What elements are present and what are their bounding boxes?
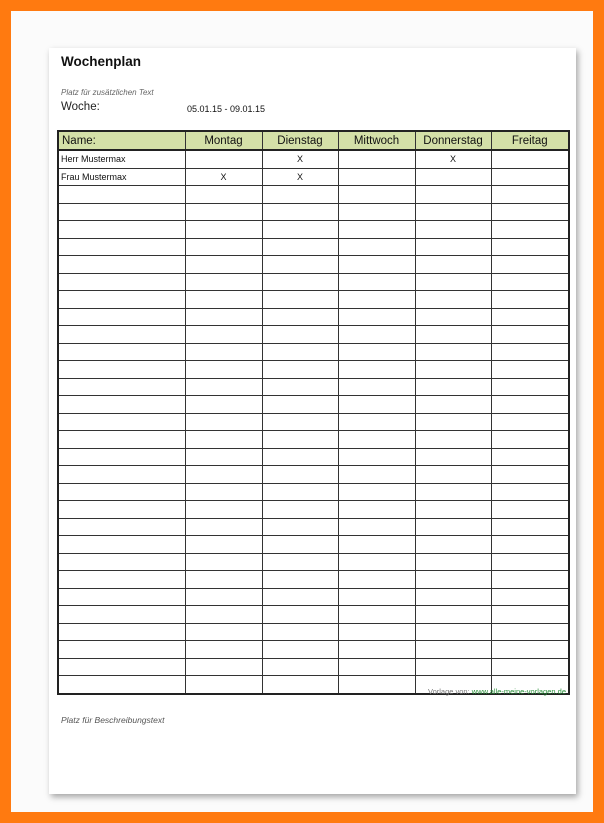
day-cell[interactable] [415,326,491,344]
day-cell[interactable] [185,431,262,449]
day-cell[interactable] [262,256,338,274]
table-row-empty [58,641,569,659]
day-cell[interactable] [491,343,569,361]
header-name: Name: [58,131,185,150]
day-cell[interactable] [491,623,569,641]
day-cell[interactable] [491,326,569,344]
day-cell[interactable] [185,221,262,239]
day-cell[interactable] [415,641,491,659]
table-row-empty [58,501,569,519]
day-cell[interactable] [491,361,569,379]
day-cell[interactable] [185,396,262,414]
day-cell[interactable] [491,658,569,676]
day-cell[interactable] [415,238,491,256]
table-row-empty [58,361,569,379]
day-cell[interactable] [491,518,569,536]
day-cell[interactable] [415,291,491,309]
day-cell[interactable] [338,676,415,694]
day-cell[interactable] [338,150,415,168]
day-cell[interactable] [415,203,491,221]
day-cell[interactable] [262,588,338,606]
row-name-cell[interactable] [58,238,185,256]
day-cell[interactable] [415,378,491,396]
day-cell[interactable] [185,343,262,361]
row-name-cell[interactable] [58,431,185,449]
header-montag: Montag [185,131,262,150]
day-cell[interactable] [338,326,415,344]
header-freitag: Freitag [491,131,569,150]
row-name-cell[interactable] [58,378,185,396]
table-row-empty [58,291,569,309]
table-row-empty [58,571,569,589]
row-name-cell[interactable] [58,676,185,694]
row-name-cell[interactable] [58,326,185,344]
day-cell[interactable] [415,448,491,466]
row-name-cell[interactable] [58,186,185,204]
table-row-empty [58,413,569,431]
row-name-cell[interactable] [58,221,185,239]
day-cell[interactable] [185,186,262,204]
schedule-table [57,130,570,695]
day-cell[interactable] [491,186,569,204]
row-name-cell[interactable] [58,588,185,606]
day-cell[interactable] [415,186,491,204]
table-row [58,168,569,186]
day-cell[interactable] [338,256,415,274]
day-cell[interactable] [491,466,569,484]
day-cell[interactable] [491,396,569,414]
day-cell[interactable] [262,501,338,519]
day-cell[interactable] [415,361,491,379]
day-cell[interactable] [262,203,338,221]
day-cell[interactable] [491,273,569,291]
day-cell[interactable] [491,221,569,239]
day-cell[interactable]: X [185,168,262,186]
day-cell[interactable] [338,396,415,414]
day-cell[interactable] [491,448,569,466]
day-cell[interactable] [262,378,338,396]
day-cell[interactable] [338,553,415,571]
row-name-cell[interactable] [58,203,185,221]
day-cell[interactable] [415,343,491,361]
row-name-cell[interactable] [58,361,185,379]
day-cell[interactable] [338,536,415,554]
row-name-cell[interactable] [58,518,185,536]
day-cell[interactable] [338,623,415,641]
day-cell[interactable] [185,413,262,431]
day-cell[interactable] [262,448,338,466]
day-cell[interactable] [262,518,338,536]
day-cell[interactable] [185,658,262,676]
credit-prefix: Vorlage von: [427,687,470,696]
day-cell[interactable] [338,186,415,204]
day-cell[interactable] [491,431,569,449]
day-cell[interactable] [338,501,415,519]
day-cell[interactable] [415,273,491,291]
table-row-empty [58,186,569,204]
day-cell[interactable] [185,256,262,274]
day-cell[interactable] [185,641,262,659]
day-cell[interactable] [415,431,491,449]
day-cell[interactable] [185,588,262,606]
day-cell[interactable] [262,553,338,571]
row-name-cell[interactable] [58,571,185,589]
day-cell[interactable] [185,536,262,554]
day-cell[interactable] [262,273,338,291]
day-cell[interactable] [262,413,338,431]
day-cell[interactable] [338,588,415,606]
day-cell[interactable] [185,623,262,641]
table-row [58,150,569,168]
row-name-cell[interactable] [58,343,185,361]
table-row-empty [58,273,569,291]
day-cell[interactable] [415,553,491,571]
day-cell[interactable] [262,676,338,694]
table-row-empty [58,588,569,606]
day-cell[interactable] [415,466,491,484]
day-cell[interactable]: X [415,150,491,168]
credit-line [428,687,566,696]
table-row-empty [58,483,569,501]
page-title: Wochenplan [61,54,142,69]
header-row [58,131,569,150]
day-cell[interactable] [185,291,262,309]
row-name-cell[interactable] [58,448,185,466]
table-row-empty [58,466,569,484]
description-placeholder: Platz für Beschreibungstext [61,715,165,725]
day-cell[interactable] [262,308,338,326]
day-cell[interactable] [185,501,262,519]
day-cell[interactable] [338,291,415,309]
day-cell[interactable] [185,308,262,326]
day-cell[interactable] [415,221,491,239]
week-label: Woche: [61,101,100,113]
day-cell[interactable] [262,658,338,676]
day-cell[interactable] [415,308,491,326]
frame-inner [11,11,593,812]
day-cell[interactable] [185,466,262,484]
row-name-cell[interactable]: Frau Mustermax [58,168,185,186]
day-cell[interactable] [415,623,491,641]
row-name-cell[interactable] [58,291,185,309]
day-cell[interactable] [338,308,415,326]
day-cell[interactable] [491,291,569,309]
day-cell[interactable] [415,518,491,536]
table-row-empty [58,308,569,326]
day-cell[interactable] [415,483,491,501]
row-name-cell[interactable] [58,466,185,484]
day-cell[interactable] [262,361,338,379]
day-cell[interactable] [185,326,262,344]
table-body [58,150,569,694]
day-cell[interactable] [491,238,569,256]
day-cell[interactable] [338,448,415,466]
day-cell[interactable] [338,571,415,589]
table-row-empty [58,448,569,466]
day-cell[interactable] [185,238,262,256]
table-row-empty [58,326,569,344]
day-cell[interactable] [262,186,338,204]
day-cell[interactable] [262,483,338,501]
day-cell[interactable] [185,150,262,168]
day-cell[interactable] [185,553,262,571]
table-row-empty [58,518,569,536]
day-cell[interactable] [415,168,491,186]
table-row-empty [58,606,569,624]
day-cell[interactable] [185,571,262,589]
day-cell[interactable] [185,203,262,221]
day-cell[interactable] [262,291,338,309]
day-cell[interactable] [491,168,569,186]
day-cell[interactable] [185,676,262,694]
day-cell[interactable] [338,641,415,659]
row-name-cell[interactable] [58,413,185,431]
day-cell[interactable] [491,501,569,519]
day-cell[interactable] [338,221,415,239]
day-cell[interactable] [338,431,415,449]
day-cell[interactable] [338,361,415,379]
subtitle-placeholder: Platz für zusätzlichen Text [61,88,154,97]
day-cell[interactable] [415,606,491,624]
day-cell[interactable] [491,308,569,326]
row-name-cell[interactable]: Herr Mustermax [58,150,185,168]
day-cell[interactable] [491,536,569,554]
day-cell[interactable] [491,606,569,624]
table-row-empty [58,203,569,221]
row-name-cell[interactable] [58,396,185,414]
table-row-empty [58,431,569,449]
day-cell[interactable] [415,396,491,414]
day-cell[interactable] [262,606,338,624]
day-cell[interactable] [491,571,569,589]
day-cell[interactable] [491,413,569,431]
day-cell[interactable] [491,203,569,221]
day-cell[interactable] [262,343,338,361]
day-cell[interactable] [491,378,569,396]
day-cell[interactable] [338,238,415,256]
row-name-cell[interactable] [58,308,185,326]
day-cell[interactable] [185,518,262,536]
day-cell[interactable] [185,483,262,501]
table-row-empty [58,553,569,571]
day-cell[interactable] [262,396,338,414]
day-cell[interactable] [415,413,491,431]
day-cell[interactable] [491,553,569,571]
day-cell[interactable] [415,588,491,606]
day-cell[interactable] [338,168,415,186]
table-row-empty [58,623,569,641]
day-cell[interactable] [338,378,415,396]
table-row-empty [58,343,569,361]
row-name-cell[interactable] [58,501,185,519]
row-name-cell[interactable] [58,606,185,624]
credit-link[interactable]: www.alle-meine-vorlagen.de [471,687,566,696]
row-name-cell[interactable] [58,553,185,571]
row-name-cell[interactable] [58,483,185,501]
day-cell[interactable] [262,536,338,554]
day-cell[interactable] [262,641,338,659]
day-cell[interactable] [185,378,262,396]
week-value: 05.01.15 - 09.01.15 [187,104,266,114]
table-row-empty [58,221,569,239]
day-cell[interactable] [262,431,338,449]
day-cell[interactable] [262,571,338,589]
day-cell[interactable] [338,413,415,431]
day-cell[interactable] [415,256,491,274]
day-cell[interactable]: X [262,168,338,186]
day-cell[interactable] [491,483,569,501]
day-cell[interactable] [491,641,569,659]
day-cell[interactable] [262,238,338,256]
day-cell[interactable] [262,326,338,344]
day-cell[interactable] [185,448,262,466]
row-name-cell[interactable] [58,641,185,659]
day-cell[interactable] [491,256,569,274]
day-cell[interactable] [491,588,569,606]
day-cell[interactable] [185,361,262,379]
table-row-empty [58,658,569,676]
row-name-cell[interactable] [58,536,185,554]
day-cell[interactable] [185,273,262,291]
header-dienstag: Dienstag [262,131,338,150]
row-name-cell[interactable] [58,658,185,676]
table-row-empty [58,238,569,256]
table-row-empty [58,396,569,414]
row-name-cell[interactable] [58,623,185,641]
document-page [49,48,576,794]
day-cell[interactable] [262,221,338,239]
day-cell[interactable] [338,658,415,676]
table-row-empty [58,378,569,396]
day-cell[interactable] [338,273,415,291]
day-cell[interactable] [415,571,491,589]
table-row-empty [58,256,569,274]
day-cell[interactable] [415,536,491,554]
table-row-empty [58,536,569,554]
day-cell[interactable]: X [262,150,338,168]
day-cell[interactable] [491,150,569,168]
day-cell[interactable] [338,343,415,361]
row-name-cell[interactable] [58,256,185,274]
day-cell[interactable] [262,623,338,641]
day-cell[interactable] [262,466,338,484]
header-mittwoch: Mittwoch [338,131,415,150]
day-cell[interactable] [338,606,415,624]
day-cell[interactable] [338,466,415,484]
day-cell[interactable] [185,606,262,624]
day-cell[interactable] [415,501,491,519]
header-donnerstag: Donnerstag [415,131,491,150]
day-cell[interactable] [338,203,415,221]
day-cell[interactable] [338,483,415,501]
row-name-cell[interactable] [58,273,185,291]
day-cell[interactable] [415,658,491,676]
day-cell[interactable] [338,518,415,536]
